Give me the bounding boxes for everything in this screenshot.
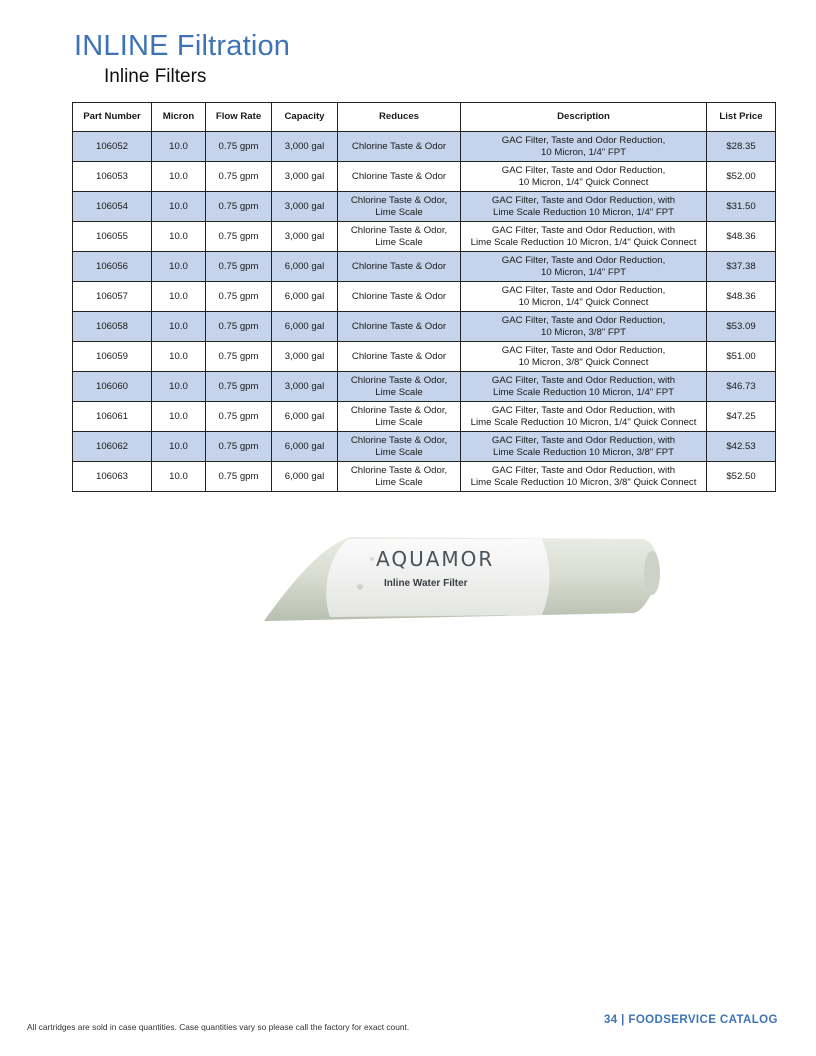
- cell-part-number: 106052: [73, 132, 152, 162]
- cell-list-price: $31.50: [707, 192, 776, 222]
- cell-list-price: $37.38: [707, 252, 776, 282]
- table-header-row: [73, 103, 776, 132]
- cell-reduces: Chlorine Taste & Odor, Lime Scale: [338, 192, 461, 222]
- cell-micron: 10.0: [152, 162, 206, 192]
- cell-capacity: 6,000 gal: [272, 462, 338, 492]
- cell-capacity: 6,000 gal: [272, 252, 338, 282]
- col-header-list-price: List Price: [707, 103, 776, 132]
- footer-note: All cartridges are sold in case quantities. Case quantities vary so please call the factory for exact count.: [27, 1022, 410, 1032]
- cell-description: GAC Filter, Taste and Odor Reduction, 10 Micron, 1/4" FPT: [461, 252, 707, 282]
- cell-list-price: $28.35: [707, 132, 776, 162]
- section-subtitle: Inline Filters: [104, 66, 207, 87]
- inline-filters-table: [72, 102, 776, 492]
- cell-capacity: 3,000 gal: [272, 372, 338, 402]
- cell-micron: 10.0: [152, 312, 206, 342]
- cell-reduces: Chlorine Taste & Odor: [338, 312, 461, 342]
- cell-list-price: $48.36: [707, 222, 776, 252]
- cell-description: GAC Filter, Taste and Odor Reduction, with Lime Scale Reduction 10 Micron, 1/4" FPT: [461, 372, 707, 402]
- cell-part-number: 106060: [73, 372, 152, 402]
- cell-reduces: Chlorine Taste & Odor, Lime Scale: [338, 432, 461, 462]
- cell-part-number: 106053: [73, 162, 152, 192]
- col-header-micron: Micron: [152, 103, 206, 132]
- page-title: INLINE Filtration: [74, 30, 291, 62]
- cell-description: GAC Filter, Taste and Odor Reduction, with Lime Scale Reduction 10 Micron, 1/4" Quick Connect: [461, 222, 707, 252]
- cell-capacity: 3,000 gal: [272, 162, 338, 192]
- cell-flow-rate: 0.75 gpm: [206, 282, 272, 312]
- table-row: [73, 312, 776, 342]
- cell-description: GAC Filter, Taste and Odor Reduction, with Lime Scale Reduction 10 Micron, 3/8" FPT: [461, 432, 707, 462]
- cell-capacity: 3,000 gal: [272, 342, 338, 372]
- cell-micron: 10.0: [152, 432, 206, 462]
- col-header-part-number: Part Number: [73, 103, 152, 132]
- product-brand-logo: AQUAMOR: [376, 547, 495, 571]
- cell-description: GAC Filter, Taste and Odor Reduction, 10 Micron, 1/4" FPT: [461, 132, 707, 162]
- cell-list-price: $53.09: [707, 312, 776, 342]
- cell-flow-rate: 0.75 gpm: [206, 312, 272, 342]
- table-row: [73, 222, 776, 252]
- table-body: [73, 132, 776, 492]
- cell-flow-rate: 0.75 gpm: [206, 402, 272, 432]
- table-row: [73, 282, 776, 312]
- cell-micron: 10.0: [152, 252, 206, 282]
- cell-micron: 10.0: [152, 222, 206, 252]
- cell-flow-rate: 0.75 gpm: [206, 222, 272, 252]
- cell-description: GAC Filter, Taste and Odor Reduction, with Lime Scale Reduction 10 Micron, 1/4" Quick Connect: [461, 402, 707, 432]
- label-dot: [357, 584, 363, 590]
- cell-description: GAC Filter, Taste and Odor Reduction, with Lime Scale Reduction 10 Micron, 1/4" FPT: [461, 192, 707, 222]
- footer-page-label: 34 | FOODSERVICE CATALOG: [604, 1014, 778, 1026]
- cell-flow-rate: 0.75 gpm: [206, 462, 272, 492]
- cell-flow-rate: 0.75 gpm: [206, 342, 272, 372]
- product-image: [260, 525, 670, 630]
- col-header-flow-rate: Flow Rate: [206, 103, 272, 132]
- cell-micron: 10.0: [152, 192, 206, 222]
- table-row: [73, 342, 776, 372]
- cell-flow-rate: 0.75 gpm: [206, 252, 272, 282]
- cell-flow-rate: 0.75 gpm: [206, 162, 272, 192]
- cell-micron: 10.0: [152, 282, 206, 312]
- cell-reduces: Chlorine Taste & Odor, Lime Scale: [338, 462, 461, 492]
- col-header-reduces: Reduces: [338, 103, 461, 132]
- table-row: [73, 402, 776, 432]
- cell-reduces: Chlorine Taste & Odor: [338, 342, 461, 372]
- cell-part-number: 106058: [73, 312, 152, 342]
- cell-capacity: 6,000 gal: [272, 312, 338, 342]
- cell-part-number: 106062: [73, 432, 152, 462]
- table-row: [73, 432, 776, 462]
- col-header-capacity: Capacity: [272, 103, 338, 132]
- cell-capacity: 3,000 gal: [272, 222, 338, 252]
- cell-micron: 10.0: [152, 402, 206, 432]
- cell-part-number: 106061: [73, 402, 152, 432]
- col-header-description: Description: [461, 103, 707, 132]
- table-row: [73, 372, 776, 402]
- cell-reduces: Chlorine Taste & Odor, Lime Scale: [338, 402, 461, 432]
- cell-list-price: $51.00: [707, 342, 776, 372]
- table-row: [73, 462, 776, 492]
- label-dot: [370, 557, 374, 561]
- cell-reduces: Chlorine Taste & Odor, Lime Scale: [338, 222, 461, 252]
- cell-list-price: $46.73: [707, 372, 776, 402]
- cell-part-number: 106057: [73, 282, 152, 312]
- cell-micron: 10.0: [152, 462, 206, 492]
- table-row: [73, 252, 776, 282]
- cell-description: GAC Filter, Taste and Odor Reduction, with Lime Scale Reduction 10 Micron, 3/8" Quick Connect: [461, 462, 707, 492]
- cell-reduces: Chlorine Taste & Odor, Lime Scale: [338, 372, 461, 402]
- cell-capacity: 6,000 gal: [272, 282, 338, 312]
- table-row: [73, 162, 776, 192]
- table-row: [73, 132, 776, 162]
- product-label-text: Inline Water Filter: [384, 578, 468, 589]
- cell-description: GAC Filter, Taste and Odor Reduction, 10 Micron, 1/4" Quick Connect: [461, 162, 707, 192]
- cell-list-price: $52.00: [707, 162, 776, 192]
- cell-capacity: 6,000 gal: [272, 432, 338, 462]
- cell-description: GAC Filter, Taste and Odor Reduction, 10 Micron, 1/4" Quick Connect: [461, 282, 707, 312]
- cell-flow-rate: 0.75 gpm: [206, 432, 272, 462]
- cell-list-price: $42.53: [707, 432, 776, 462]
- cell-description: GAC Filter, Taste and Odor Reduction, 10 Micron, 3/8" FPT: [461, 312, 707, 342]
- cell-part-number: 106059: [73, 342, 152, 372]
- cell-micron: 10.0: [152, 132, 206, 162]
- table-row: [73, 192, 776, 222]
- cell-reduces: Chlorine Taste & Odor: [338, 252, 461, 282]
- cell-capacity: 3,000 gal: [272, 132, 338, 162]
- cell-capacity: 3,000 gal: [272, 192, 338, 222]
- cell-flow-rate: 0.75 gpm: [206, 132, 272, 162]
- cell-capacity: 6,000 gal: [272, 402, 338, 432]
- cell-flow-rate: 0.75 gpm: [206, 372, 272, 402]
- filter-end-cap: [644, 551, 660, 595]
- cell-part-number: 106054: [73, 192, 152, 222]
- cell-description: GAC Filter, Taste and Odor Reduction, 10 Micron, 3/8" Quick Connect: [461, 342, 707, 372]
- cell-flow-rate: 0.75 gpm: [206, 192, 272, 222]
- cell-reduces: Chlorine Taste & Odor: [338, 162, 461, 192]
- cell-micron: 10.0: [152, 342, 206, 372]
- cell-reduces: Chlorine Taste & Odor: [338, 132, 461, 162]
- cell-reduces: Chlorine Taste & Odor: [338, 282, 461, 312]
- cell-list-price: $48.36: [707, 282, 776, 312]
- cell-micron: 10.0: [152, 372, 206, 402]
- cell-list-price: $47.25: [707, 402, 776, 432]
- cell-part-number: 106063: [73, 462, 152, 492]
- cell-list-price: $52.50: [707, 462, 776, 492]
- cell-part-number: 106056: [73, 252, 152, 282]
- cell-part-number: 106055: [73, 222, 152, 252]
